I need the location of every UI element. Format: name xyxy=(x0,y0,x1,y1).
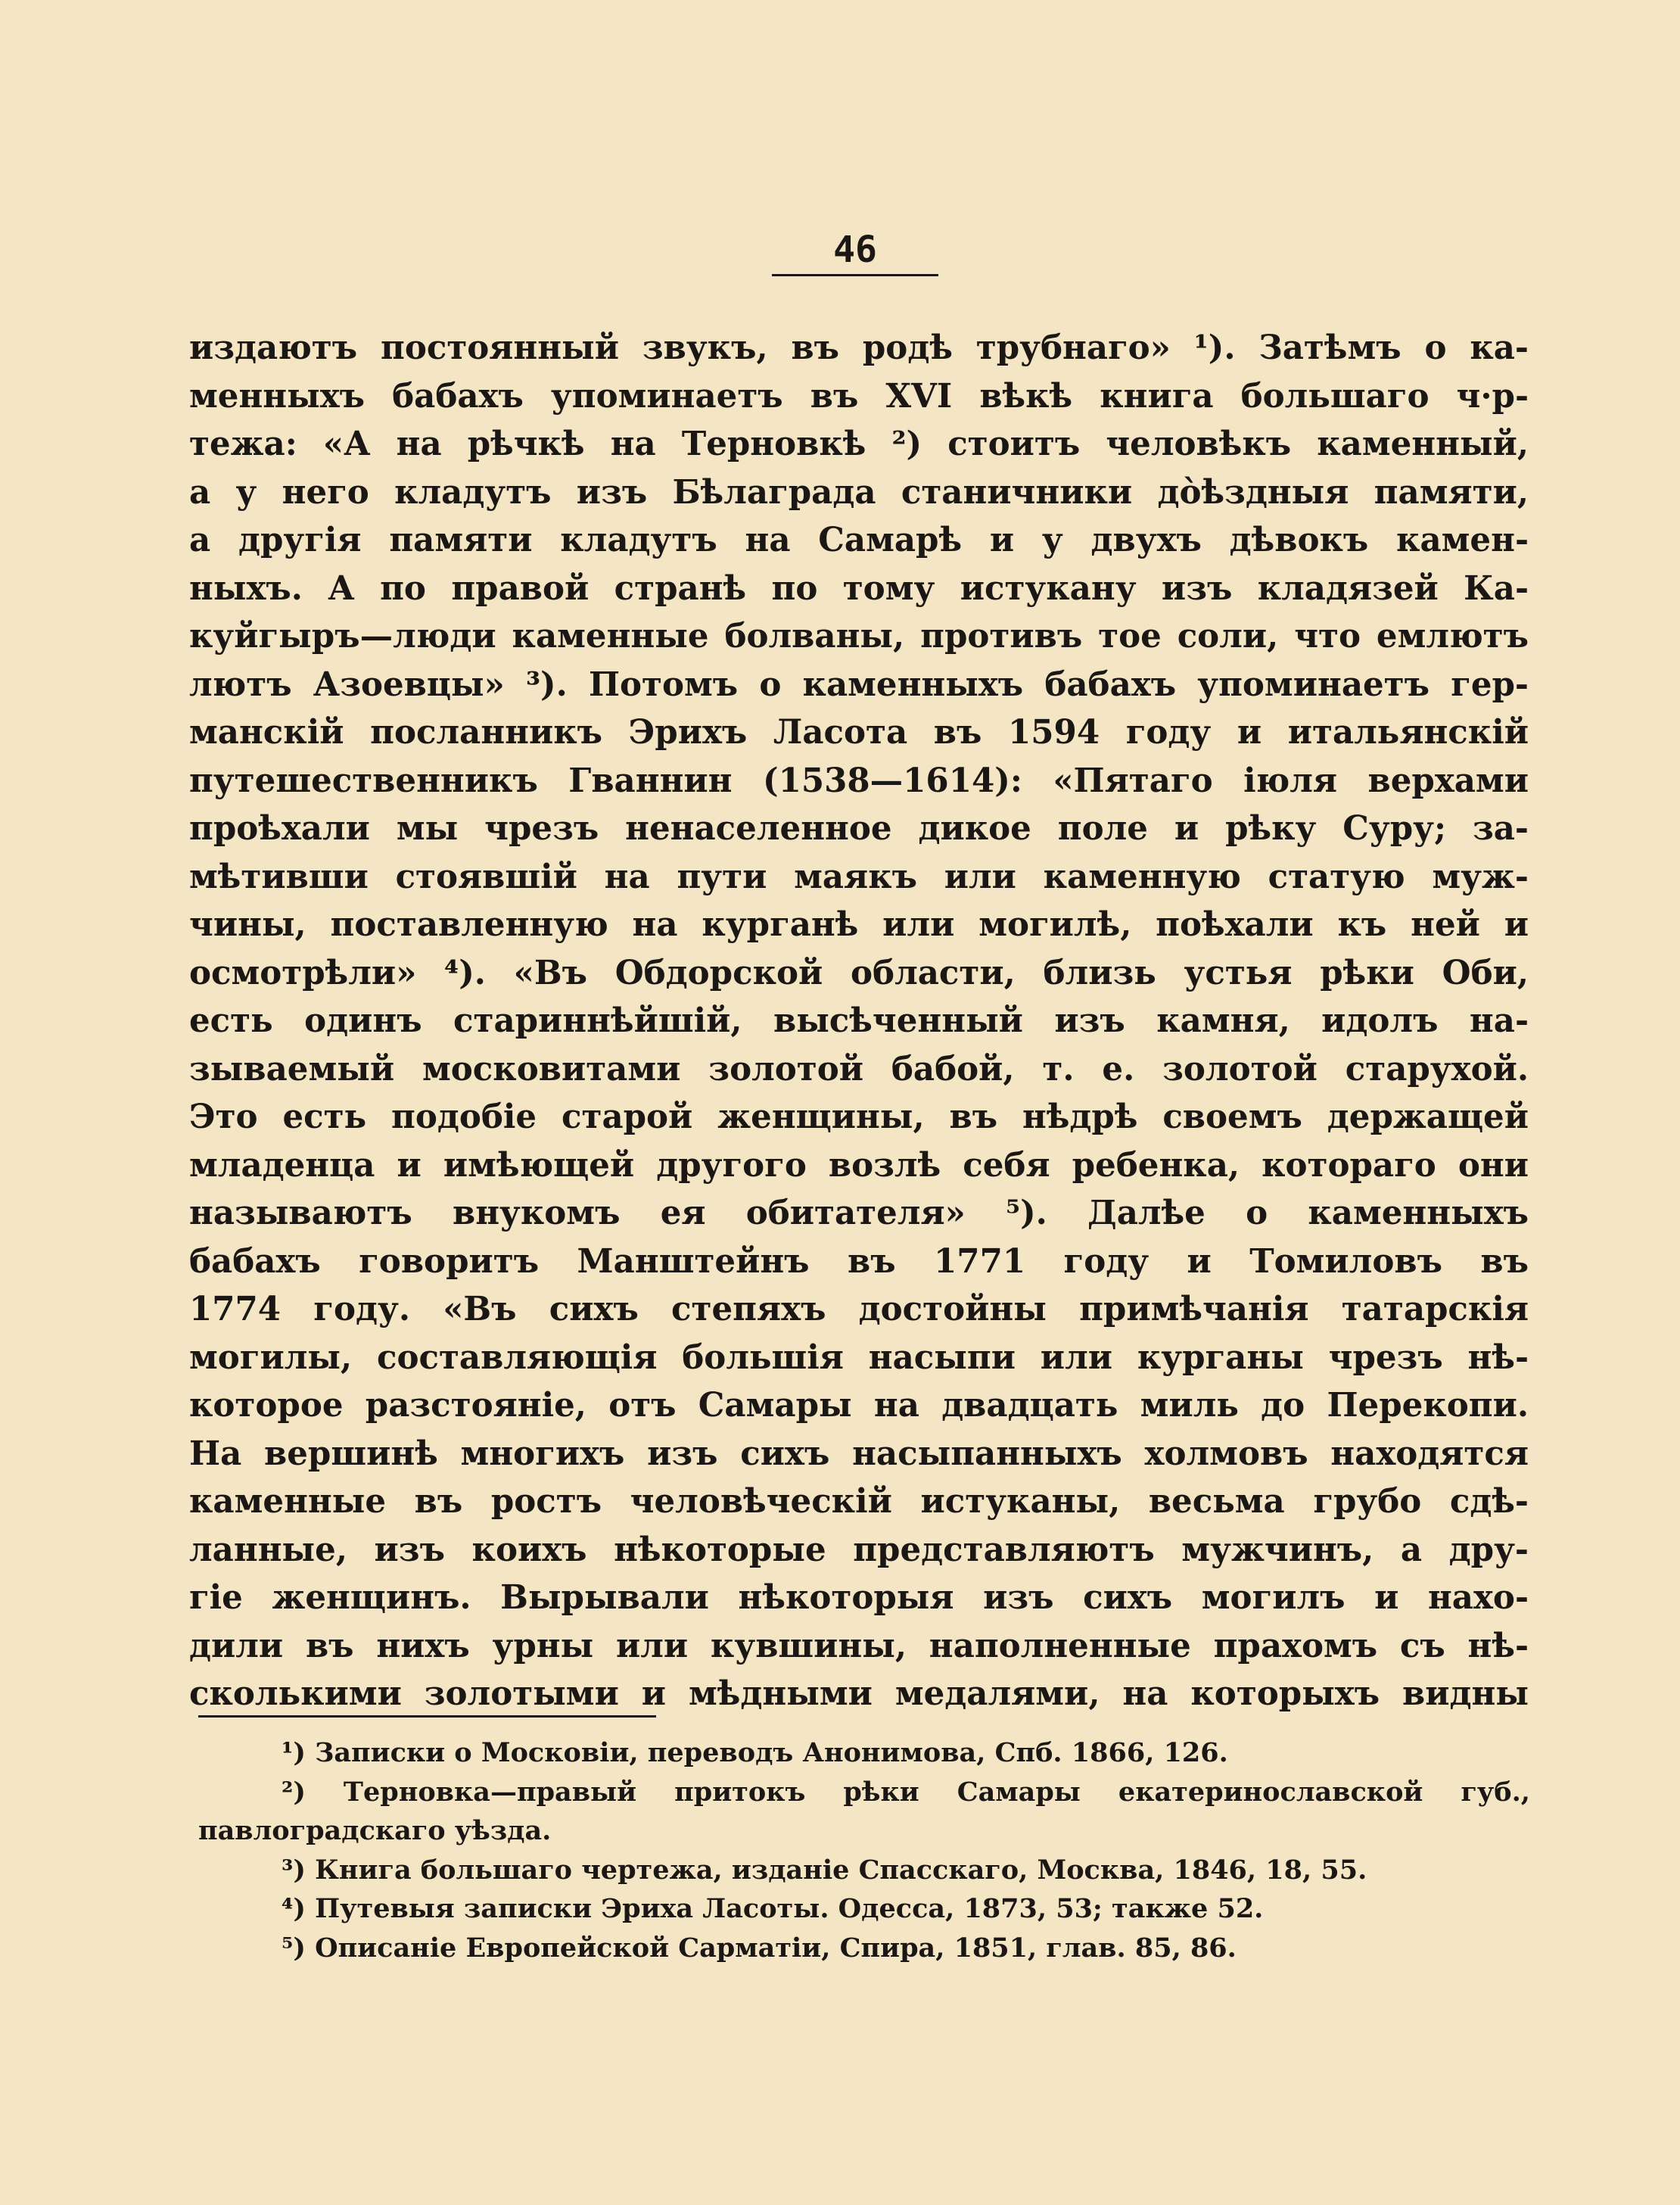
text-line: называютъ внукомъ ея обитателя» ⁵). Далѣе о каменныхъ xyxy=(189,1194,1529,1232)
footnote-divider xyxy=(198,1715,656,1718)
text-line: а другія памяти кладутъ на Самарѣ и у двухъ дѣвокъ камен- xyxy=(189,521,1529,559)
text-line: каменные въ ростъ человѣческій истуканы, весьма грубо сдѣ- xyxy=(189,1482,1529,1521)
text-line: издаютъ постоянный звукъ, въ родѣ трубнаго» ¹). Затѣмъ о ка- xyxy=(189,329,1529,367)
text-line: есть одинъ стариннѣйшій, высѣченный изъ камня, идолъ на- xyxy=(189,1001,1529,1040)
text-line: чины, поставленную на курганѣ или могилѣ, поѣхали къ ней и xyxy=(189,905,1529,944)
text-line: ланные, изъ коихъ нѣкоторые представляютъ мужчинъ, а дру- xyxy=(189,1530,1529,1569)
footnote-2: ²) Терновка—правый притокъ рѣки Самары екатеринославской губ., xyxy=(282,1776,1530,1808)
text-line: лютъ Азоевцы» ³). Потомъ о каменныхъ бабахъ упоминаетъ гер- xyxy=(189,665,1529,704)
text-line: ныхъ. А по правой странѣ по тому истукану изъ кладязей Ка- xyxy=(189,568,1529,608)
body-text xyxy=(189,324,1529,1718)
text-line: осмотрѣли» ⁴). «Въ Обдорской области, близь устья рѣки Оби, xyxy=(189,953,1529,992)
text-line: тежа: «А на рѣчкѣ на Терновкѣ ²) стоитъ человѣкъ каменный, xyxy=(189,425,1529,463)
text-line: На вершинѣ многихъ изъ сихъ насыпанныхъ холмовъ находятся xyxy=(189,1434,1529,1473)
text-line: могилы, составляющія большія насыпи или курганы чрезъ нѣ- xyxy=(189,1338,1529,1377)
footnote-1: ¹) Записки о Московіи, переводъ Анонимова, Спб. 1866, 126. xyxy=(282,1737,1228,1768)
text-line: бабахъ говоритъ Манштейнъ въ 1771 году и Томиловъ въ xyxy=(189,1241,1529,1281)
footnote-3: ³) Книга большаго чертежа, изданіе Спасскаго, Москва, 1846, 18, 55. xyxy=(282,1854,1367,1886)
text-line: сколькими золотыми и мѣдными медалями, на которыхъ видны xyxy=(189,1674,1529,1713)
text-line: гіе женщинъ. Вырывали нѣкоторыя изъ сихъ могилъ и нахо- xyxy=(189,1578,1529,1617)
text-line: манскій посланникъ Эрихъ Ласота въ 1594 году и итальянскій xyxy=(189,713,1529,752)
text-line: младенца и имѣющей другого возлѣ себя ребенка, котораго они xyxy=(189,1145,1529,1185)
footnote-5: ⁵) Описаніе Европейской Сарматіи, Спира, 1851, глав. 85, 86. xyxy=(282,1932,1237,1964)
text-line: 1774 году. «Въ сихъ степяхъ достойны примѣчанія татарскія xyxy=(189,1290,1529,1328)
footnotes xyxy=(198,1733,1530,1967)
text-line: куйгыръ—люди каменные болваны, противъ тое соли, что емлютъ xyxy=(189,617,1529,656)
text-line: мѣтивши стоявшій на пути маякъ или каменную статую муж- xyxy=(189,857,1529,896)
footnote-4: ⁴) Путевыя записки Эриха Ласоты. Одесса, 1873, 53; также 52. xyxy=(282,1893,1264,1924)
text-line: путешественникъ Гваннин (1538—1614): «Пятаго іюля верхами xyxy=(189,761,1529,800)
text-line: Это есть подобіе старой женщины, въ нѣдрѣ своемъ держащей xyxy=(189,1098,1529,1136)
text-line: зываемый московитами золотой бабой, т. е. золотой старухой. xyxy=(189,1049,1529,1088)
footnote-2-continuation: павлоградскаго уѣзда. xyxy=(198,1815,552,1846)
text-line: менныхъ бабахъ упоминаетъ въ XVI вѣкѣ книга большаго ч·р- xyxy=(189,376,1529,416)
page-number: 46 xyxy=(833,229,877,271)
text-line: дили въ нихъ урны или кувшины, наполненные прахомъ съ нѣ- xyxy=(189,1626,1529,1665)
text-line: а у него кладутъ изъ Бѣлаграда станичники дòѣздныя памяти, xyxy=(189,472,1529,512)
text-line: которое разстояніе, отъ Самары на двадцать миль до Перекопи. xyxy=(189,1386,1529,1425)
page-number-underline xyxy=(772,274,938,276)
text-line: проѣхали мы чрезъ ненаселенное дикое поле и рѣку Суру; за- xyxy=(189,809,1529,848)
